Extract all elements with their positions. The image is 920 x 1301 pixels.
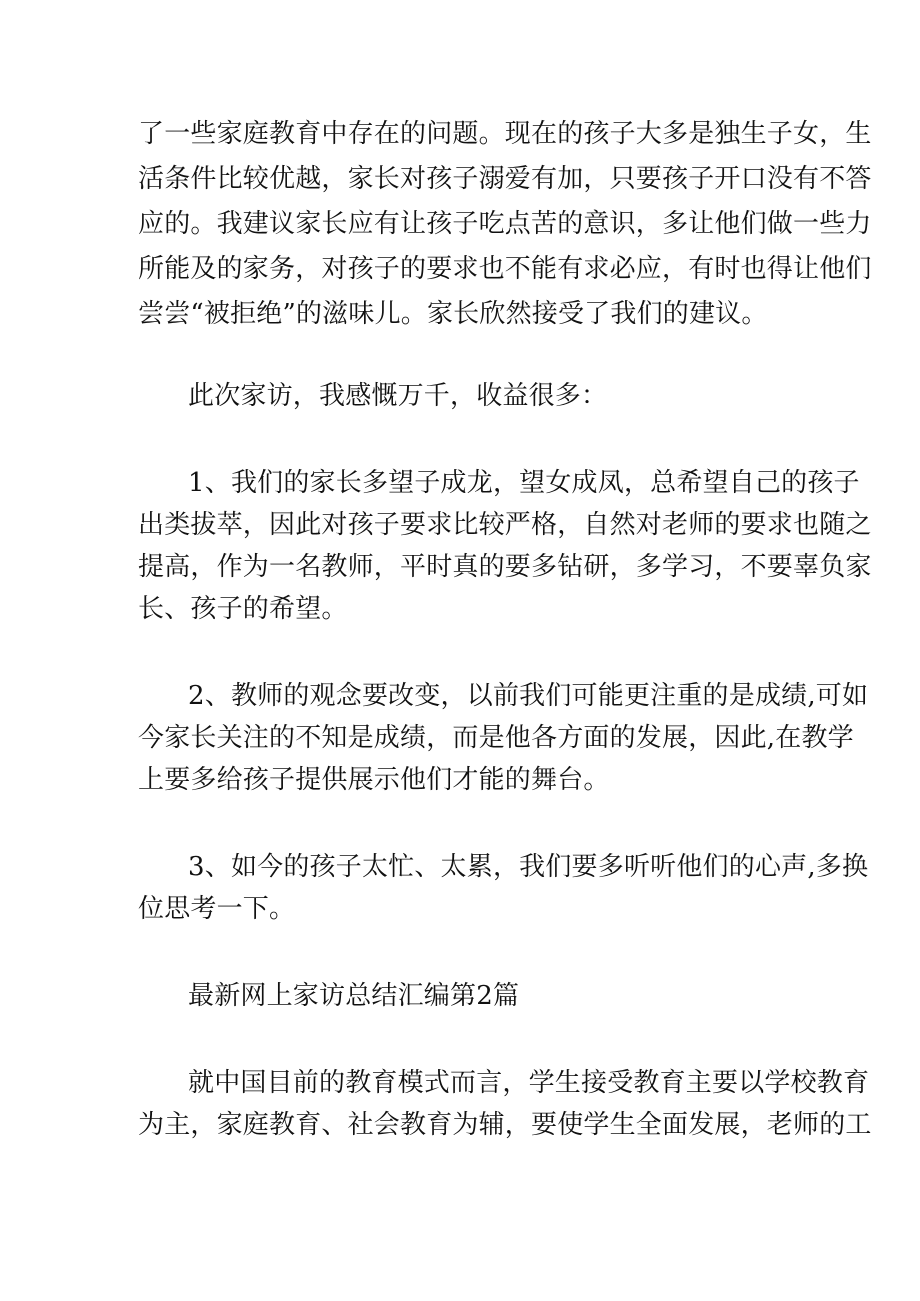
text-line: 出类拔萃，因此对孩子要求比较严格，自然对老师的要求也随之 — [138, 510, 872, 540]
text-line: 1、我们的家长多望子成龙，望女成凤，总希望自己的孩子 — [188, 468, 860, 498]
text-line: 了一些家庭教育中存在的问题。现在的孩子大多是独生子女，生 — [138, 119, 872, 149]
text-line: 位思考一下。 — [138, 894, 296, 924]
text-line: 上要多给孩子提供展示他们才能的舞台。 — [138, 765, 610, 795]
text-line: 长、孩子的希望。 — [138, 594, 348, 624]
text-line: 活条件比较优越，家长对孩子溺爱有加，只要孩子开口没有不答 — [138, 164, 872, 194]
text-line: 2、教师的观念要改变，以前我们可能更注重的是成绩,可如 — [188, 681, 869, 711]
text-line: 3、如今的孩子太忙、太累，我们要多听听他们的心声,多换 — [188, 852, 869, 882]
text-line: 尝尝“被拒绝”的滋味儿。家长欣然接受了我们的建议。 — [138, 299, 768, 329]
text-line: 为主，家庭教育、社会教育为辅，要使学生全面发展，老师的工 — [138, 1110, 872, 1140]
text-line: 提高，作为一名教师，平时真的要多钻研，多学习，不要辜负家 — [138, 552, 872, 582]
text-line: 所能及的家务，对孩子的要求也不能有求必应，有时也得让他们 — [138, 254, 872, 284]
section-heading: 最新网上家访总结汇编第2篇 — [188, 981, 520, 1011]
text-line: 此次家访，我感慨万千，收益很多： — [188, 381, 608, 411]
text-line: 今家长关注的不知是成绩，而是他各方面的发展，因此,在教学 — [138, 723, 854, 753]
text-line: 就中国目前的教育模式而言，学生接受教育主要以学校教育 — [188, 1068, 870, 1098]
text-line: 应的。我建议家长应有让孩子吃点苦的意识，多让他们做一些力 — [138, 209, 872, 239]
